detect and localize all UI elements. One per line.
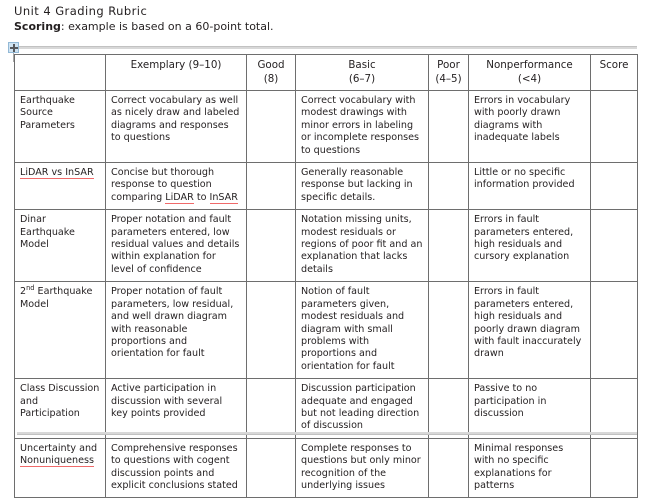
heading-block — [14, 4, 614, 34]
table-row[interactable] — [15, 163, 638, 210]
table-row[interactable] — [15, 91, 638, 163]
cell-basic[interactable]: Discussion participation adequate and engaged but not leading direction of discussion — [296, 379, 429, 439]
header-criterion — [15, 55, 106, 91]
header-nonperformance: Nonperformance (<4) — [469, 55, 591, 91]
cell-poor[interactable] — [429, 379, 469, 439]
bottom-horizontal-rule — [17, 432, 637, 435]
cell-exemplary[interactable]: Proper notation of fault parameters, low residual, and well drawn diagram with reasonable proportions and orientation for fault — [106, 282, 247, 379]
cell-good[interactable] — [247, 91, 296, 163]
subtitle-label: Scoring — [14, 20, 61, 33]
subtitle-text: : example is based on a 60-point total. — [60, 20, 274, 33]
header-poor: Poor (4–5) — [429, 55, 469, 91]
cell-basic[interactable]: Generally reasonable response but lacking in specific details. — [296, 163, 429, 210]
cell-poor[interactable] — [429, 163, 469, 210]
cell-score[interactable] — [591, 91, 638, 163]
cell-basic[interactable]: Notation missing units, modest residuals or regions of poor fit and an explanation that lacks details — [296, 210, 429, 282]
table-row[interactable] — [15, 379, 638, 439]
cell-criterion[interactable]: Uncertainty and Nonuniqueness — [15, 438, 106, 498]
cell-poor[interactable] — [429, 438, 469, 498]
cell-criterion[interactable] — [15, 163, 106, 210]
table-body — [15, 91, 638, 498]
cell-good[interactable] — [247, 379, 296, 439]
cell-good[interactable] — [247, 282, 296, 379]
cell-nonperformance[interactable]: Errors in fault parameters entered, high residuals and poorly drawn diagram with fault inaccurately drawn — [469, 282, 591, 379]
ordinal-suffix: nd — [26, 284, 35, 293]
misspelled-word: InSAR — [209, 191, 238, 203]
cell-exemplary[interactable]: Comprehensive responses to questions with cogent discussion points and explicit conclusions stated — [106, 438, 247, 498]
header-score: Score — [591, 55, 638, 91]
cell-poor[interactable] — [429, 282, 469, 379]
table-row[interactable] — [15, 438, 638, 498]
cell-criterion[interactable]: Dinar Earthquake Model — [15, 210, 106, 282]
misspelled-word: Nonuniqueness — [20, 455, 95, 467]
header-exemplary: Exemplary (9–10) — [106, 55, 247, 91]
cell-good[interactable] — [247, 210, 296, 282]
cell-criterion[interactable]: Class Discussion and Participation — [15, 379, 106, 439]
cell-score[interactable] — [591, 282, 638, 379]
header-basic: Basic (6–7) — [296, 55, 429, 91]
criterion-rest: Earthquake Model — [20, 286, 93, 310]
top-horizontal-rule — [17, 46, 637, 49]
table-row[interactable] — [15, 282, 638, 379]
cell-basic[interactable]: Notion of fault parameters given, modest residuals and diagram with small problems with proportions and orientation for fault — [296, 282, 429, 379]
cell-poor[interactable] — [429, 91, 469, 163]
cell-exemplary[interactable]: Concise but thorough response to question comparing LiDAR to InSAR — [106, 163, 247, 210]
page-subtitle — [14, 19, 614, 34]
ordinal-number: 2 — [20, 286, 27, 298]
cell-nonperformance[interactable]: Errors in fault parameters entered, high residuals and cursory explanation — [469, 210, 591, 282]
cell-score[interactable] — [591, 379, 638, 439]
cell-exemplary[interactable]: Proper notation and fault parameters entered, low residual values and details within explanation for level of confidence — [106, 210, 247, 282]
cell-basic[interactable]: Correct vocabulary with modest drawings with minor errors in labeling or incomplete responses to questions — [296, 91, 429, 163]
page-title: Unit 4 Grading Rubric — [14, 4, 148, 18]
cell-exemplary[interactable]: Correct vocabulary as well as nicely draw and labeled diagrams and responses to questions — [106, 91, 247, 163]
handle-cross-horizontal — [10, 47, 18, 49]
table-row[interactable] — [15, 210, 638, 282]
header-good: Good (8) — [247, 55, 296, 91]
cell-criterion[interactable]: Earthquake Source Parameters — [15, 91, 106, 163]
misspelled-criterion-text: LiDAR vs InSAR — [20, 167, 94, 179]
table-header-row — [15, 55, 638, 91]
cell-score[interactable] — [591, 163, 638, 210]
cell-good[interactable] — [247, 163, 296, 210]
cell-score[interactable] — [591, 210, 638, 282]
cell-good[interactable] — [247, 438, 296, 498]
cell-nonperformance[interactable]: Minimal responses with no specific explanations for patterns — [469, 438, 591, 498]
cell-nonperformance[interactable]: Little or no specific information provided — [469, 163, 591, 210]
cell-exemplary[interactable]: Active participation in discussion with several key points provided — [106, 379, 247, 439]
cell-nonperformance[interactable]: Passive to no participation in discussion — [469, 379, 591, 439]
cell-basic[interactable]: Complete responses to questions but only minor recognition of the underlying issues — [296, 438, 429, 498]
table-move-handle-icon[interactable] — [8, 42, 19, 53]
cell-score[interactable] — [591, 438, 638, 498]
cell-nonperformance[interactable]: Errors in vocabulary with poorly drawn diagrams with inadequate labels — [469, 91, 591, 163]
misspelled-word: LiDAR — [165, 191, 194, 203]
cell-poor[interactable] — [429, 210, 469, 282]
cell-criterion[interactable] — [15, 282, 106, 379]
